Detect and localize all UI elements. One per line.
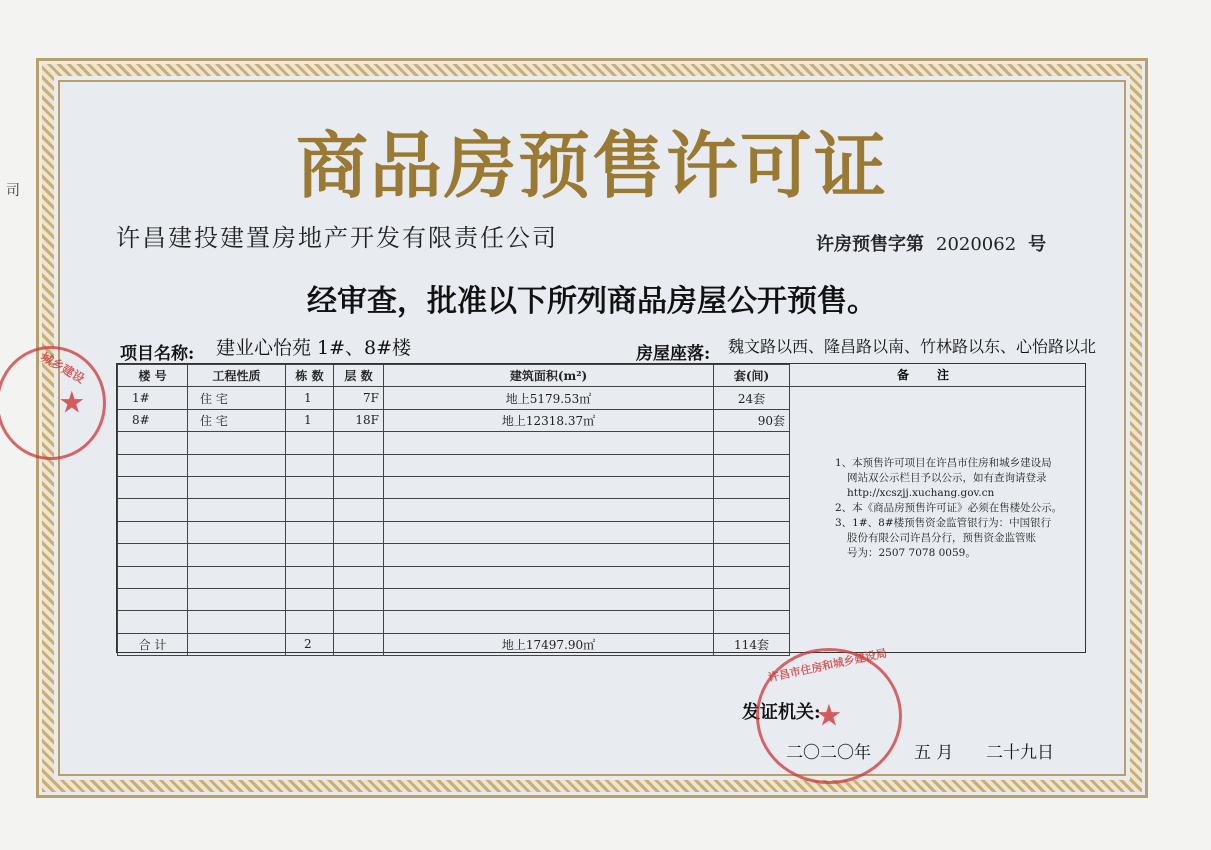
project-info [116, 333, 1096, 363]
notes-header: 备注 [789, 364, 1085, 387]
total-floors [334, 633, 384, 655]
cell-building-no: 1# [118, 387, 188, 409]
header-building-count: 栋 数 [286, 365, 334, 387]
project-name-label: 项目名称: [120, 344, 195, 364]
project-name: 建业心怡苑 1#、8#楼 [216, 337, 412, 359]
star-icon: ★ [815, 698, 843, 734]
cell-area: 地上12318.37㎡ [384, 409, 714, 431]
empty-row [118, 476, 790, 498]
note-line: 网站双公示栏目予以公示，如有查询请登录 [847, 472, 1047, 484]
header-area: 建筑面积(m²) [384, 365, 714, 387]
header-units: 套(间) [714, 365, 790, 387]
note-line: 号为：2507 7078 0059。 [847, 547, 976, 559]
total-area: 地上17497.90㎡ [384, 633, 714, 655]
date-year: 二〇二〇年 [786, 743, 871, 763]
note-line: 2、本《商品房预售许可证》必须在售楼处公示。 [835, 502, 1063, 514]
empty-row [118, 499, 790, 521]
empty-row [118, 432, 790, 454]
units-table [117, 364, 790, 656]
notes-body [835, 456, 1075, 561]
total-building-count: 2 [286, 633, 334, 655]
seal-text: 许昌市住房和城乡建设局 [767, 646, 889, 685]
units-table-box [116, 363, 1086, 653]
header-building-no: 楼 号 [118, 365, 188, 387]
cell-building-count: 1 [286, 387, 334, 409]
company-name: 许昌建投建置房地产开发有限责任公司 [116, 224, 558, 252]
location: 魏文路以西、隆昌路以南、竹林路以东、心怡路以北 [728, 337, 1097, 356]
empty-row [118, 521, 790, 543]
date-month: 五 月 [914, 743, 954, 763]
note-line: 1、本预售许可项目在许昌市住房和城乡建设局 [835, 457, 1052, 469]
cell-nature: 住 宅 [188, 387, 286, 409]
total-row [118, 633, 790, 655]
total-label: 合 计 [118, 633, 188, 655]
issuer-label: 发证机关: [742, 702, 821, 723]
cell-building-count: 1 [286, 409, 334, 431]
table-row [118, 387, 790, 409]
note-line: 3、1#、8#楼预售资金监管银行为：中国银行 [835, 517, 1052, 529]
star-icon: ★ [58, 385, 86, 421]
permit-number-value: 2020062 [936, 234, 1017, 255]
seal-text: 城乡建设 [38, 349, 88, 386]
official-seal [756, 648, 902, 784]
approval-statement: 经审查，批准以下所列商品房屋公开预售。 [307, 284, 877, 319]
certificate-title: 商品房预售许可证 [295, 123, 888, 208]
table-header-row [118, 365, 790, 387]
cell-area: 地上5179.53㎡ [384, 387, 714, 409]
header-nature: 工程性质 [188, 365, 286, 387]
note-line: 股份有限公司许昌分行，预售资金监管账 [847, 532, 1036, 544]
permit-number [816, 230, 1046, 256]
empty-row [118, 588, 790, 610]
date-day: 二十九日 [986, 743, 1054, 763]
cell-floors: 7F [334, 387, 384, 409]
empty-row [118, 566, 790, 588]
permit-suffix: 号 [1028, 234, 1047, 255]
table-row [118, 409, 790, 431]
header-floors: 层 数 [334, 365, 384, 387]
empty-row [118, 611, 790, 633]
total-units: 114套 [714, 633, 790, 655]
permit-prefix: 许房预售字第 [816, 234, 924, 255]
page-edge-mark: 司 [6, 183, 20, 199]
total-nature [188, 633, 286, 655]
certificate [36, 58, 1148, 798]
cell-nature: 住 宅 [188, 409, 286, 431]
cell-units: 24套 [714, 387, 790, 409]
empty-row [118, 454, 790, 476]
location-label: 房屋座落: [636, 344, 711, 364]
partial-seal [0, 346, 106, 460]
cell-floors: 18F [334, 409, 384, 431]
note-line: http://xcszjj.xuchang.gov.cn [847, 487, 995, 499]
cell-building-no: 8# [118, 409, 188, 431]
empty-row [118, 544, 790, 566]
cell-units: 90套 [714, 409, 790, 431]
